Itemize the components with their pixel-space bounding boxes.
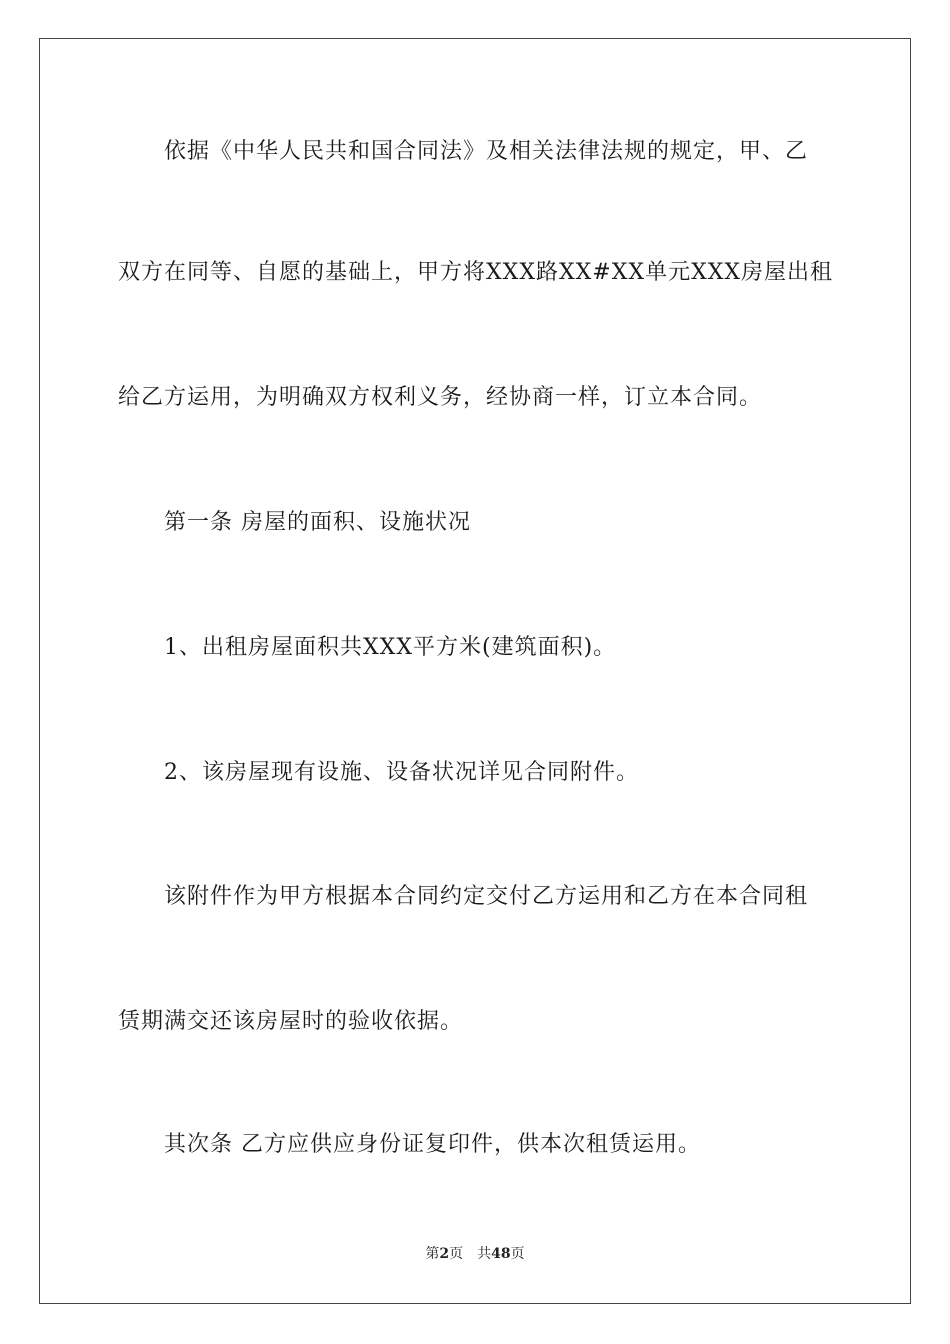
page-suffix: 页 bbox=[449, 1246, 464, 1262]
page-border bbox=[39, 38, 911, 1304]
clause-1-1: 1、出租房屋面积共XXX平方米(建筑面积)。 bbox=[164, 635, 617, 660]
page-prefix: 第 bbox=[425, 1246, 440, 1262]
article-2-heading: 其次条 乙方应供应身份证复印件，供本次租赁运用。 bbox=[164, 1132, 701, 1157]
total-prefix: 共 bbox=[477, 1246, 492, 1262]
body-line-1: 依据《中华人民共和国合同法》及相关法律法规的规定，甲、乙 bbox=[164, 139, 809, 164]
body-line-3: 给乙方运用，为明确双方权利义务，经协商一样，订立本合同。 bbox=[118, 385, 763, 410]
clause-1-2: 2、该房屋现有设施、设备状况详见合同附件。 bbox=[164, 760, 639, 785]
article-1-heading: 第一条 房屋的面积、设施状况 bbox=[164, 510, 471, 535]
body-line-2: 双方在同等、自愿的基础上，甲方将XXX路XX#XX单元XXX房屋出租 bbox=[118, 260, 834, 285]
page-footer bbox=[0, 1244, 950, 1264]
total-pages: 48 bbox=[491, 1246, 511, 1262]
body-line-7: 该附件作为甲方根据本合同约定交付乙方运用和乙方在本合同租 bbox=[164, 884, 809, 909]
page-number: 2 bbox=[439, 1246, 450, 1262]
body-line-8: 赁期满交还该房屋时的验收依据。 bbox=[118, 1009, 464, 1034]
total-suffix: 页 bbox=[510, 1246, 525, 1262]
